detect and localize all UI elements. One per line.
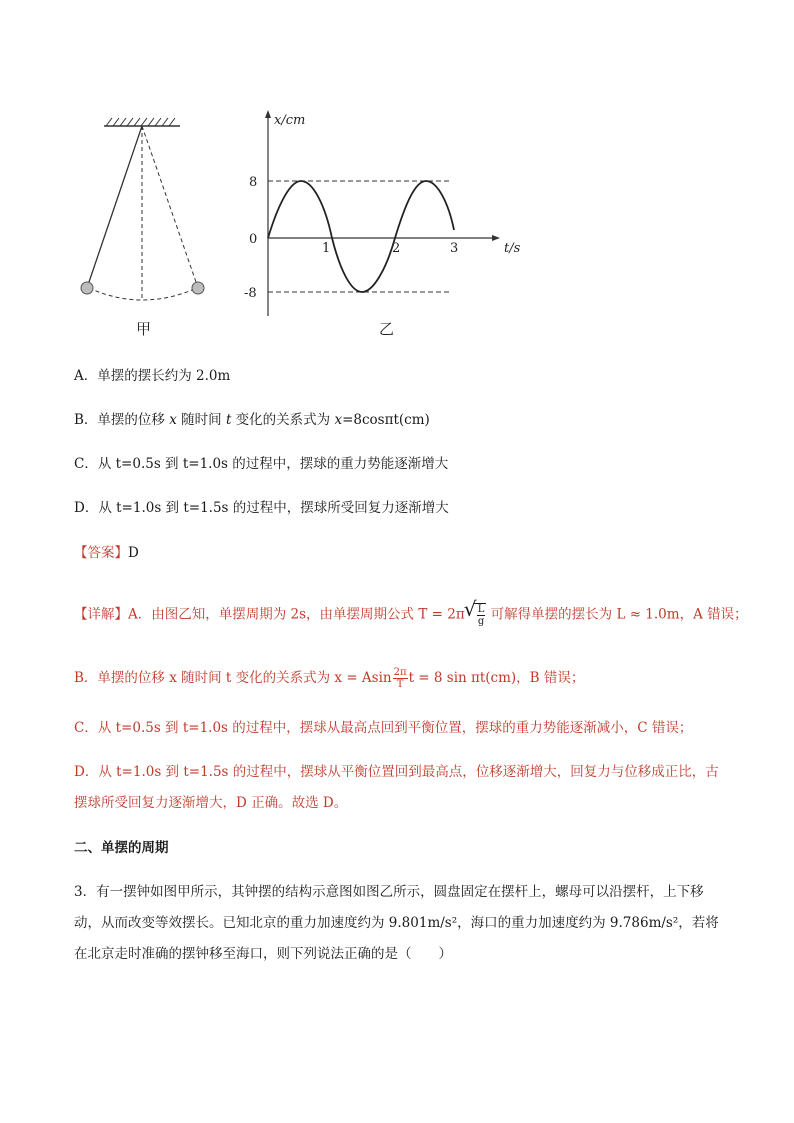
detail-a-text-1: A．由图乙知，单摆周期为 2s，由单摆周期公式 T = 2π [128,606,465,623]
q3-line2: 动，从而改变等效摆长。已知北京的重力加速度约为 9.801m/s²，海口的重力加速度约为 9.786m/s²，若将 [74,915,719,931]
option-c: C．从 t=0.5s 到 t=1.0s 的过程中，摆球的重力势能逐渐增大 [74,456,449,472]
y-axis-label: x/cm [274,113,306,128]
label-yi: 乙 [379,320,395,338]
option-b-text-1: B．单摆的位移 [74,412,170,428]
option-b-var-t: t [225,412,232,428]
detail-a-text-2: 可解得单摆的摆长为 L ≈ 1.0m，A 错误； [486,606,748,623]
answer-value: D [128,545,139,561]
x-tick-1: 1 [322,241,331,256]
sqrt-num: √ L [477,604,485,615]
sine-curve [268,181,454,292]
option-b-text-2: 随时间 [176,412,226,428]
detail-b-text-2: t = 8 sin πt(cm)，B 错误； [408,670,585,686]
detail-b-text-1: B．单摆的位移 x 随时间 t 变化的关系式为 x = Asin [74,670,392,686]
detail-b [74,667,584,690]
x-axis-label: t/s [504,241,521,256]
pendulum-diagram [81,118,204,338]
section-title: 二、单摆的周期 [74,840,169,856]
option-b [74,411,430,429]
detail-d-line2: 摆球所受回复力逐渐增大，D 正确。故选 D。 [74,795,348,811]
option-b-var-x: x [169,412,177,428]
y-tick-0: 0 [249,232,258,247]
option-b-text-3: 变化的关系式为 [231,412,335,428]
answer-mark: 【答案】 [74,545,128,561]
detail-a [74,603,748,627]
detail-mark: 【详解】 [74,606,128,623]
y-tick-8: 8 [249,175,258,190]
x-tick-2: 2 [392,241,401,256]
xt-graph [244,110,521,338]
frac-den: T [396,679,404,690]
q3-line1: 3．有一摆钟如图甲所示，其钟摆的结构示意图如图乙所示，圆盘固定在摆杆上，螺母可以沿摆杆，上下移 [74,884,704,900]
answer-line [74,544,139,562]
bob-left [81,282,93,294]
detail-d-line1: D．从 t=1.0s 到 t=1.5s 的过程中，摆球从平衡位置回到最高点，位移逐渐增大，回复力与位移成正比，古 [74,764,719,780]
label-jia: 甲 [136,320,152,338]
option-b-formula: =8cosπt(cm) [342,412,430,428]
bob-right [192,282,204,294]
y-tick-neg8: -8 [244,286,257,301]
frac-num: 2π [393,667,407,678]
option-b-formula-var: x [334,412,343,428]
sqrt-symbol [474,603,487,627]
q3-line3: 在北京走时准确的摆钟移至海口，则下列说法正确的是（ ） [74,946,452,962]
sqrt-den: g [477,616,485,627]
detail-c: C．从 t=0.5s 到 t=1.0s 的过程中，摆球从最高点回到平衡位置，摆球的重力势能逐渐减小，C 错误； [74,720,693,736]
option-a: A．单摆的摆长约为 2.0m [74,368,231,384]
x-tick-3: 3 [450,241,459,256]
option-d: D．从 t=1.0s 到 t=1.5s 的过程中，摆球所受回复力逐渐增大 [74,500,449,516]
figure-area [0,0,794,360]
